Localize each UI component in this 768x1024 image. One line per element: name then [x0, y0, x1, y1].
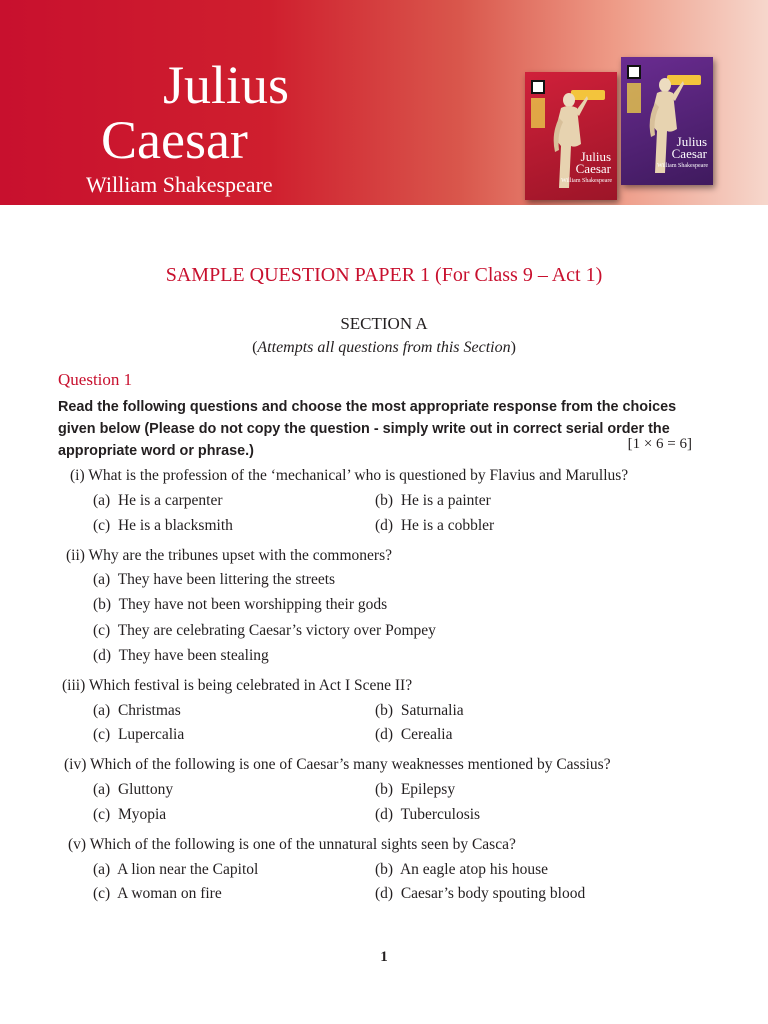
option [93, 571, 335, 589]
option-key: (a) [93, 861, 111, 878]
item-text: Which festival is being celebrated in Act I Scene II? [88, 677, 413, 694]
item-number: (i) [70, 467, 85, 484]
option-text: Cerealia [400, 726, 453, 743]
option-key: (c) [93, 622, 111, 639]
option [375, 726, 452, 744]
option-key: (b) [375, 781, 394, 798]
banner-title-julius: Julius [163, 55, 290, 115]
option-text: They have not been worshipping their gods [118, 596, 388, 613]
book-title-2: Caesar [575, 161, 611, 176]
qr-code-icon [531, 80, 545, 94]
title-banner [0, 0, 768, 205]
option [375, 492, 491, 510]
cover-stripe [531, 98, 545, 128]
section-heading: SECTION A [340, 314, 428, 333]
item-text: Which of the following is one of Caesar’s many weaknesses mentioned by Cassius? [90, 756, 611, 773]
option [93, 726, 184, 744]
question-item [68, 836, 516, 854]
option [375, 517, 494, 535]
option-key: (a) [93, 492, 111, 509]
option-key: (d) [93, 647, 112, 664]
marks-allocation: [1 × 6 = 6] [627, 436, 692, 452]
option [93, 885, 222, 903]
option-text: He is a carpenter [117, 492, 223, 509]
option-key: (b) [375, 492, 394, 509]
option-text: He is a painter [400, 492, 491, 509]
option-key: (c) [93, 726, 111, 743]
question-label: Question 1 [58, 370, 133, 389]
option [93, 596, 387, 614]
option-key: (b) [93, 596, 112, 613]
option-key: (a) [93, 702, 111, 719]
option-text: Gluttony [117, 781, 174, 798]
option-text: Caesar’s body spouting blood [400, 885, 586, 902]
option-text: Tuberculosis [400, 806, 481, 823]
option-text: They are celebrating Caesar’s victory over Pompey [117, 622, 436, 639]
item-number: (v) [68, 836, 87, 853]
item-text: Why are the tribunes upset with the commoners? [88, 547, 393, 564]
option-key: (c) [93, 517, 111, 534]
option-text: An eagle atop his house [399, 861, 549, 878]
option-key: (a) [93, 781, 111, 798]
cover-stripe [627, 83, 641, 113]
option [375, 781, 455, 799]
option-text: Saturnalia [400, 702, 464, 719]
option [375, 806, 480, 824]
banner-author: William Shakespeare [86, 172, 273, 197]
item-number: (iv) [64, 756, 87, 773]
item-number: (ii) [66, 547, 85, 564]
option-key: (b) [375, 702, 394, 719]
option-text: He is a cobbler [400, 517, 495, 534]
option-text: A woman on fire [117, 885, 222, 902]
option-text: Christmas [117, 702, 181, 719]
page-number: 1 [380, 949, 388, 965]
qr-code-icon [627, 65, 641, 79]
option-text: They have been littering the streets [117, 571, 336, 588]
book-title-2: Caesar [671, 146, 707, 161]
option [375, 702, 464, 720]
book-title-1: Julius [580, 149, 611, 164]
option-key: (c) [93, 885, 111, 902]
section-instruction-text: Attempts all questions from this Section [257, 339, 511, 356]
item-text: What is the profession of the ‘mechanical’ who is questioned by Flavius and Marullus? [88, 467, 629, 484]
option [93, 702, 181, 720]
book-cover-purple [621, 57, 713, 185]
option-key: (d) [375, 517, 394, 534]
option-key: (a) [93, 571, 111, 588]
option [93, 806, 166, 824]
option-text: Myopia [117, 806, 167, 823]
option [93, 492, 223, 510]
option-key: (d) [375, 726, 394, 743]
option-text: A lion near the Capitol [117, 861, 259, 878]
item-number: (iii) [62, 677, 86, 694]
paper-title: SAMPLE QUESTION PAPER 1 (For Class 9 – Act 1) [165, 264, 603, 286]
option-text: Lupercalia [117, 726, 185, 743]
question-item [64, 756, 611, 774]
option-key: (c) [93, 806, 111, 823]
option [375, 861, 548, 879]
option-key: (d) [375, 885, 394, 902]
section-instruction [0, 339, 768, 357]
option-key: (d) [375, 806, 394, 823]
item-text: Which of the following is one of the unnatural sights seen by Casca? [89, 836, 516, 853]
question-item [62, 677, 412, 695]
book-author: William Shakespeare [657, 163, 708, 169]
question-direction: Read the following questions and choose the most appropriate response from the choices given below (Please do not copy the question - simply write out in correct serial order the appropriate word or phrase.) [58, 399, 677, 459]
question-item [66, 547, 392, 565]
paren-close: ) [510, 339, 516, 356]
option-text: They have been stealing [118, 647, 269, 664]
option [93, 781, 173, 799]
option-text: Epilepsy [400, 781, 456, 798]
option [93, 622, 436, 640]
banner-title-caesar: Caesar [101, 110, 248, 170]
option-text: He is a blacksmith [117, 517, 233, 534]
option [93, 861, 258, 879]
option [375, 885, 585, 903]
question-item [70, 467, 628, 485]
book-cover-red [525, 72, 617, 200]
option [93, 647, 269, 665]
book-title-1: Julius [676, 134, 707, 149]
option [93, 517, 233, 535]
book-author: William Shakespeare [561, 178, 612, 184]
option-key: (b) [375, 861, 394, 878]
paren-open: ( [252, 339, 258, 356]
